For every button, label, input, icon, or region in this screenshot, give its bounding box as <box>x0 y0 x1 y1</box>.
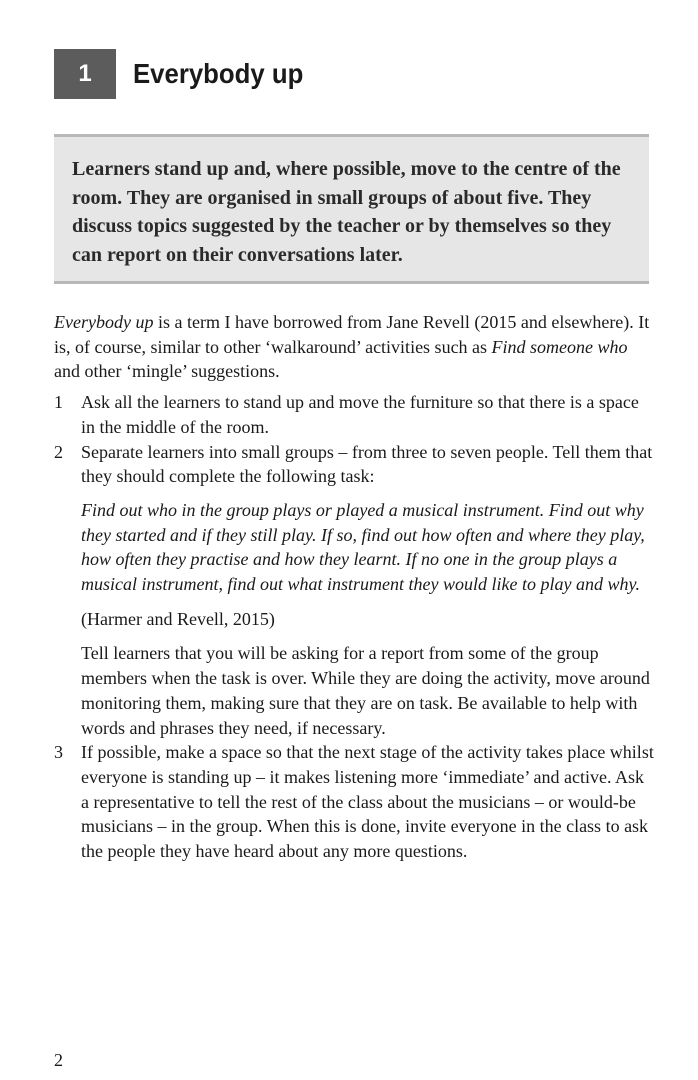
steps-list <box>54 390 654 864</box>
intro-example: Find someone who <box>491 336 628 357</box>
intro-text-2: and other ‘mingle’ suggestions. <box>54 361 280 382</box>
page-number: 2 <box>54 1050 63 1070</box>
intro-term: Everybody up <box>54 312 154 332</box>
step-number: 3 <box>54 742 63 763</box>
step-number: 2 <box>54 441 63 462</box>
step-text: Ask all the learners to stand up and move the furniture so that there is a space in the middle of the room. <box>81 392 639 437</box>
step-1 <box>54 390 654 439</box>
step-followup-text: Tell learners that you will be asking for a report from some of the group members when the task is over. While they are doing the activity, move around monitoring them, making sure that they are on task. Be available to help with words and phrases they need, if necessary. <box>81 643 650 738</box>
step-number: 1 <box>54 392 63 413</box>
step-text: Separate learners into small groups – from three to seven people. Tell them that they should complete the following task: <box>81 441 653 487</box>
intro-paragraph <box>54 310 654 384</box>
step-2 <box>54 440 654 741</box>
chapter-header <box>54 49 318 99</box>
task-quote: Find out who in the group plays or played a musical instrument. Find out why they started and if they still play. If so, find out how often and where they play, how often they practise and how they learnt. If no one in the group plays a musical instrument, find out what instrument they would like to play and why. <box>81 499 645 595</box>
summary-box: Learners stand up and, where possible, move to the centre of the room. They are organised in small groups of about five. They discuss topics suggested by the teacher or by themselves so they can report on their conversations later. <box>54 134 649 284</box>
quote-citation: (Harmer and Revell, 2015) <box>81 608 275 629</box>
chapter-number-badge: 1 <box>54 49 116 99</box>
step-text: If possible, make a space so that the next stage of the activity takes place whilst everyone is standing up – it makes listening more ‘immediate’ and active. Ask a representative to tell the rest of the class about the musicians – or would-be musicians – in the group. When this is done, invite everyone in the class to ask the people they have heard about any more questions. <box>81 742 654 862</box>
body-text <box>54 310 654 864</box>
intro-text-1: is a term I have borrowed from Jane Revell (2015 and elsewhere). It is, of course, similar to other ‘walkaround’ activities such as <box>54 312 650 357</box>
chapter-title: Everybody up <box>133 58 304 89</box>
step-3 <box>54 740 654 864</box>
